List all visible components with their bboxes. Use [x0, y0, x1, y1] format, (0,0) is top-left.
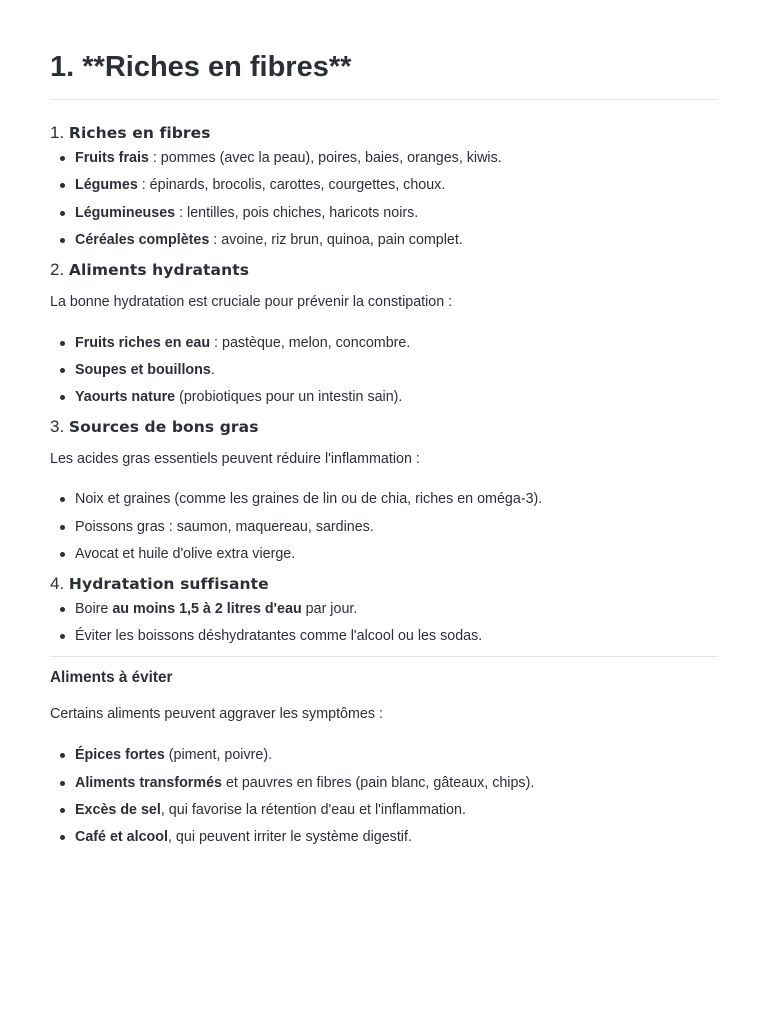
item-text: (probiotiques pour un intestin sain).	[175, 389, 403, 406]
list-item	[75, 801, 718, 819]
item-text: : avoine, riz brun, quinoa, pain complet.	[209, 231, 463, 248]
section-label: Hydratation suffisante	[68, 575, 269, 594]
list-item	[75, 828, 718, 846]
item-text: Boire	[75, 601, 113, 618]
item-text: et pauvres en fibres (pain blanc, gâteaux, chips).	[221, 774, 535, 791]
list-item	[75, 334, 718, 352]
item-bold: Aliments transformés	[75, 774, 222, 791]
item-bold: Fruits frais	[75, 150, 149, 166]
avoid-intro: Certains aliments peuvent aggraver les symptômes :	[50, 706, 383, 723]
list-item	[75, 231, 718, 249]
section-number: 1.	[50, 123, 65, 142]
list-item	[75, 204, 718, 222]
list-item: Poissons gras : saumon, maquereau, sardines.	[75, 518, 718, 536]
item-text: .	[210, 362, 215, 379]
page-title: 1. **Riches en fibres**	[50, 51, 352, 83]
section-intro: La bonne hydratation est cruciale pour prévenir la constipation :	[50, 293, 453, 310]
item-bold: Yaourts nature	[75, 389, 176, 406]
section-3-list	[50, 490, 718, 563]
section-label: Aliments hydratants	[68, 260, 250, 279]
item-text: (piment, poivre).	[164, 747, 273, 764]
list-item: Avocat et huile d'olive extra vierge.	[75, 545, 718, 563]
item-text: , qui favorise la rétention d'eau et l'inflammation.	[160, 801, 466, 818]
section-divider	[50, 656, 718, 657]
item-bold: Café et alcool	[75, 829, 168, 846]
item-bold: Légumes	[75, 177, 138, 194]
section-number: 4.	[50, 574, 65, 594]
item-text: , qui peuvent irriter le système digestif.	[167, 829, 412, 846]
section-heading-2	[50, 258, 718, 282]
item-bold: Soupes et bouillons	[75, 362, 211, 379]
item-bold: Épices fortes	[75, 747, 165, 764]
item-text: : pommes (avec la peau), poires, baies, oranges, kiwis.	[148, 150, 502, 166]
avoid-heading: Aliments à éviter	[50, 669, 173, 687]
list-item	[75, 149, 718, 167]
item-text: : pastèque, melon, concombre.	[210, 334, 411, 351]
list-item	[75, 388, 718, 406]
section-number: 3.	[50, 417, 65, 437]
section-heading-3	[50, 415, 718, 439]
list-item	[75, 600, 718, 618]
list-item	[75, 746, 718, 764]
section-number: 2.	[50, 259, 65, 279]
section-heading-4	[50, 572, 718, 596]
list-item	[75, 774, 718, 792]
avoid-list	[50, 746, 718, 846]
section-label: Sources de bons gras	[68, 418, 259, 437]
item-text: par jour.	[301, 601, 358, 618]
item-bold: Légumineuses	[75, 204, 176, 221]
section-1-list	[50, 149, 718, 249]
section-intro: Les acides gras essentiels peuvent réduire l'inflammation :	[50, 451, 420, 468]
item-bold: au moins 1,5 à 2 litres d'eau	[112, 601, 302, 618]
section-4-list	[50, 600, 718, 645]
item-bold: Fruits riches en eau	[75, 334, 211, 351]
item-bold: Céréales complètes	[75, 231, 210, 248]
list-item: Noix et graines (comme les graines de lin ou de chia, riches en oméga-3).	[75, 490, 718, 508]
section-label: Riches en fibres	[68, 124, 211, 142]
list-item	[75, 176, 718, 194]
item-text: : épinards, brocolis, carottes, courgettes, choux.	[137, 177, 446, 194]
list-item: Éviter les boissons déshydratantes comme l'alcool ou les sodas.	[75, 627, 718, 645]
section-heading-1	[50, 121, 718, 145]
list-item	[75, 361, 718, 379]
item-bold: Excès de sel	[75, 801, 161, 818]
title-divider	[50, 99, 718, 100]
item-text: : lentilles, pois chiches, haricots noirs.	[175, 204, 419, 221]
section-2-list	[50, 334, 718, 407]
